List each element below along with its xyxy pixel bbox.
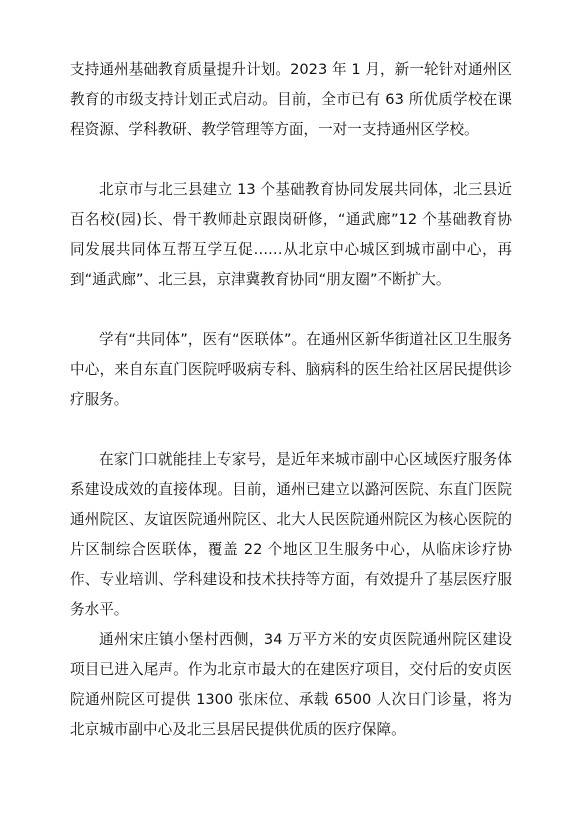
article-paragraph-1: 支持通州基础教育质量提升计划。2023 年 1 月，新一轮针对通州区教育的市级支持计划正式启动。目前，全市已有 63 所优质学校在课程资源、学科教研、教学管理等方面，一对一支持通州区学校。	[70, 61, 512, 138]
article-paragraph-2: 北京市与北三县建立 13 个基础教育协同发展共同体，北三县近百名校(园)长、骨干教师赴京跟岗研修，“通武廊”12 个基础教育协同发展共同体互帮互学互促……从北京中心城区到城市副中心，再到“通武廊”、北三县，京津冀教育协同“朋友圈”不断扩大。	[70, 181, 512, 288]
article-paragraph-3: 学有“共同体”，医有“医联体”。在通州区新华街道社区卫生服务中心，来自东直门医院呼吸病专科、脑病科的医生给社区居民提供诊疗服务。	[70, 331, 512, 408]
article-paragraph-5: 通州宋庄镇小堡村西侧，34 万平方米的安贞医院通州院区建设项目已进入尾声。作为北京市最大的在建医疗项目，交付后的安贞医院通州院区可提供 1300 张床位、承载 6500 人次日门诊量，将为北京城市副中心及北三县居民提供优质的医疗保障。	[70, 631, 512, 738]
article-paragraph-4: 在家门口就能挂上专家号，是近年来城市副中心区域医疗服务体系建设成效的直接体现。目前，通州已建立以潞河医院、东直门医院通州院区、友谊医院通州院区、北大人民医院通州院区为核心医院的片区制综合医联体，覆盖 22 个地区卫生服务中心，从临床诊疗协作、专业培训、学科建设和技术扶持等方面，有效提升了基层医疗服务水平。	[70, 451, 512, 618]
